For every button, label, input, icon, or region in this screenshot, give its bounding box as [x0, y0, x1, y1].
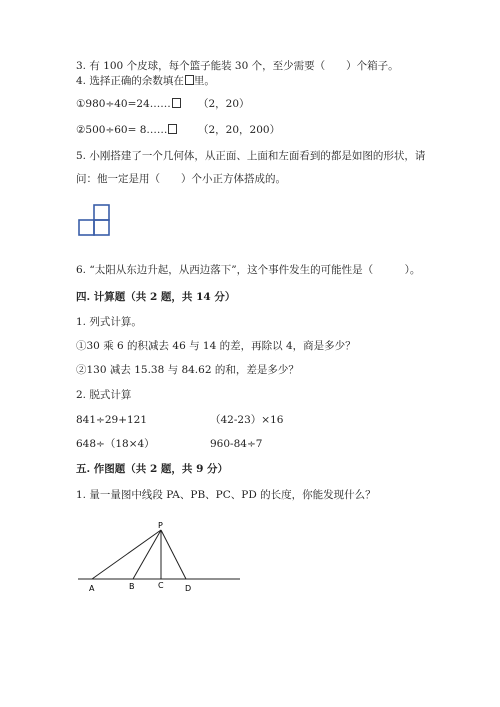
label-a: A	[89, 584, 95, 593]
section-5-heading: 五. 作图题（共 2 题，共 9 分）	[76, 463, 229, 475]
s4-question-1a: ①30 乘 6 的积减去 46 与 14 的差，再除以 4，商是多少？	[76, 340, 356, 352]
blank-box-icon	[168, 124, 177, 134]
calc-r2c1: 648÷（18×4）	[76, 438, 155, 450]
cube-square-bottom-right	[94, 220, 109, 235]
blank-box-icon	[185, 75, 194, 85]
question-4-text: 4. 选择正确的余数填在	[76, 75, 184, 87]
option-2-choices: （2，20，200）	[198, 124, 281, 136]
s4-question-1: 1. 列式计算。	[76, 316, 142, 328]
s5-question-1: 1. 量一量图中线段 PA、PB、PC、PD 的长度，你能发现什么？	[76, 489, 376, 501]
question-5-line-2: 问：他一定是用（ ）个小正方体搭成的。	[76, 173, 286, 185]
option-1-choices: （2，20）	[198, 98, 250, 110]
option-1	[76, 97, 181, 111]
label-p: P	[158, 521, 163, 530]
question-6: 6. “太阳从东边升起，从西边落下”，这个事件发生的可能性是（ ）。	[76, 264, 421, 276]
question-4	[76, 74, 215, 88]
option-1-expr: ①980÷40=24……	[76, 98, 171, 110]
calc-r2c2: 960-84÷7	[210, 438, 263, 450]
cube-view-figure	[78, 204, 112, 238]
cube-square-bottom-left	[79, 220, 94, 235]
section-4-heading: 四. 计算题（共 2 题，共 14 分）	[76, 291, 236, 303]
calc-r1c1: 841÷29+121	[76, 414, 148, 426]
label-c: C	[158, 581, 164, 590]
segment-pd	[161, 530, 186, 579]
option-2	[76, 123, 177, 137]
label-b: B	[129, 582, 135, 591]
segments-figure	[74, 518, 244, 598]
blank-box-icon	[172, 98, 181, 108]
option-2-expr: ②500÷60= 8……	[76, 124, 168, 136]
segment-pb	[133, 530, 161, 579]
label-d: D	[185, 584, 192, 593]
question-4-tail: 里。	[193, 75, 215, 87]
question-5-line-1: 5. 小刚搭建了一个几何体，从正面、上面和左面看到的都是如图的形状，请	[76, 150, 426, 162]
s4-question-2: 2. 脱式计算	[76, 389, 132, 401]
s4-question-1b: ②130 减去 15.38 与 84.62 的和，差是多少？	[76, 364, 299, 376]
cube-square-top	[94, 205, 109, 220]
question-3: 3. 有 100 个皮球，每个篮子能装 30 个，至少需要（ ）个箱子。	[76, 60, 399, 72]
segment-pa	[92, 530, 161, 579]
calc-r1c2: （42-23）×16	[210, 414, 284, 426]
